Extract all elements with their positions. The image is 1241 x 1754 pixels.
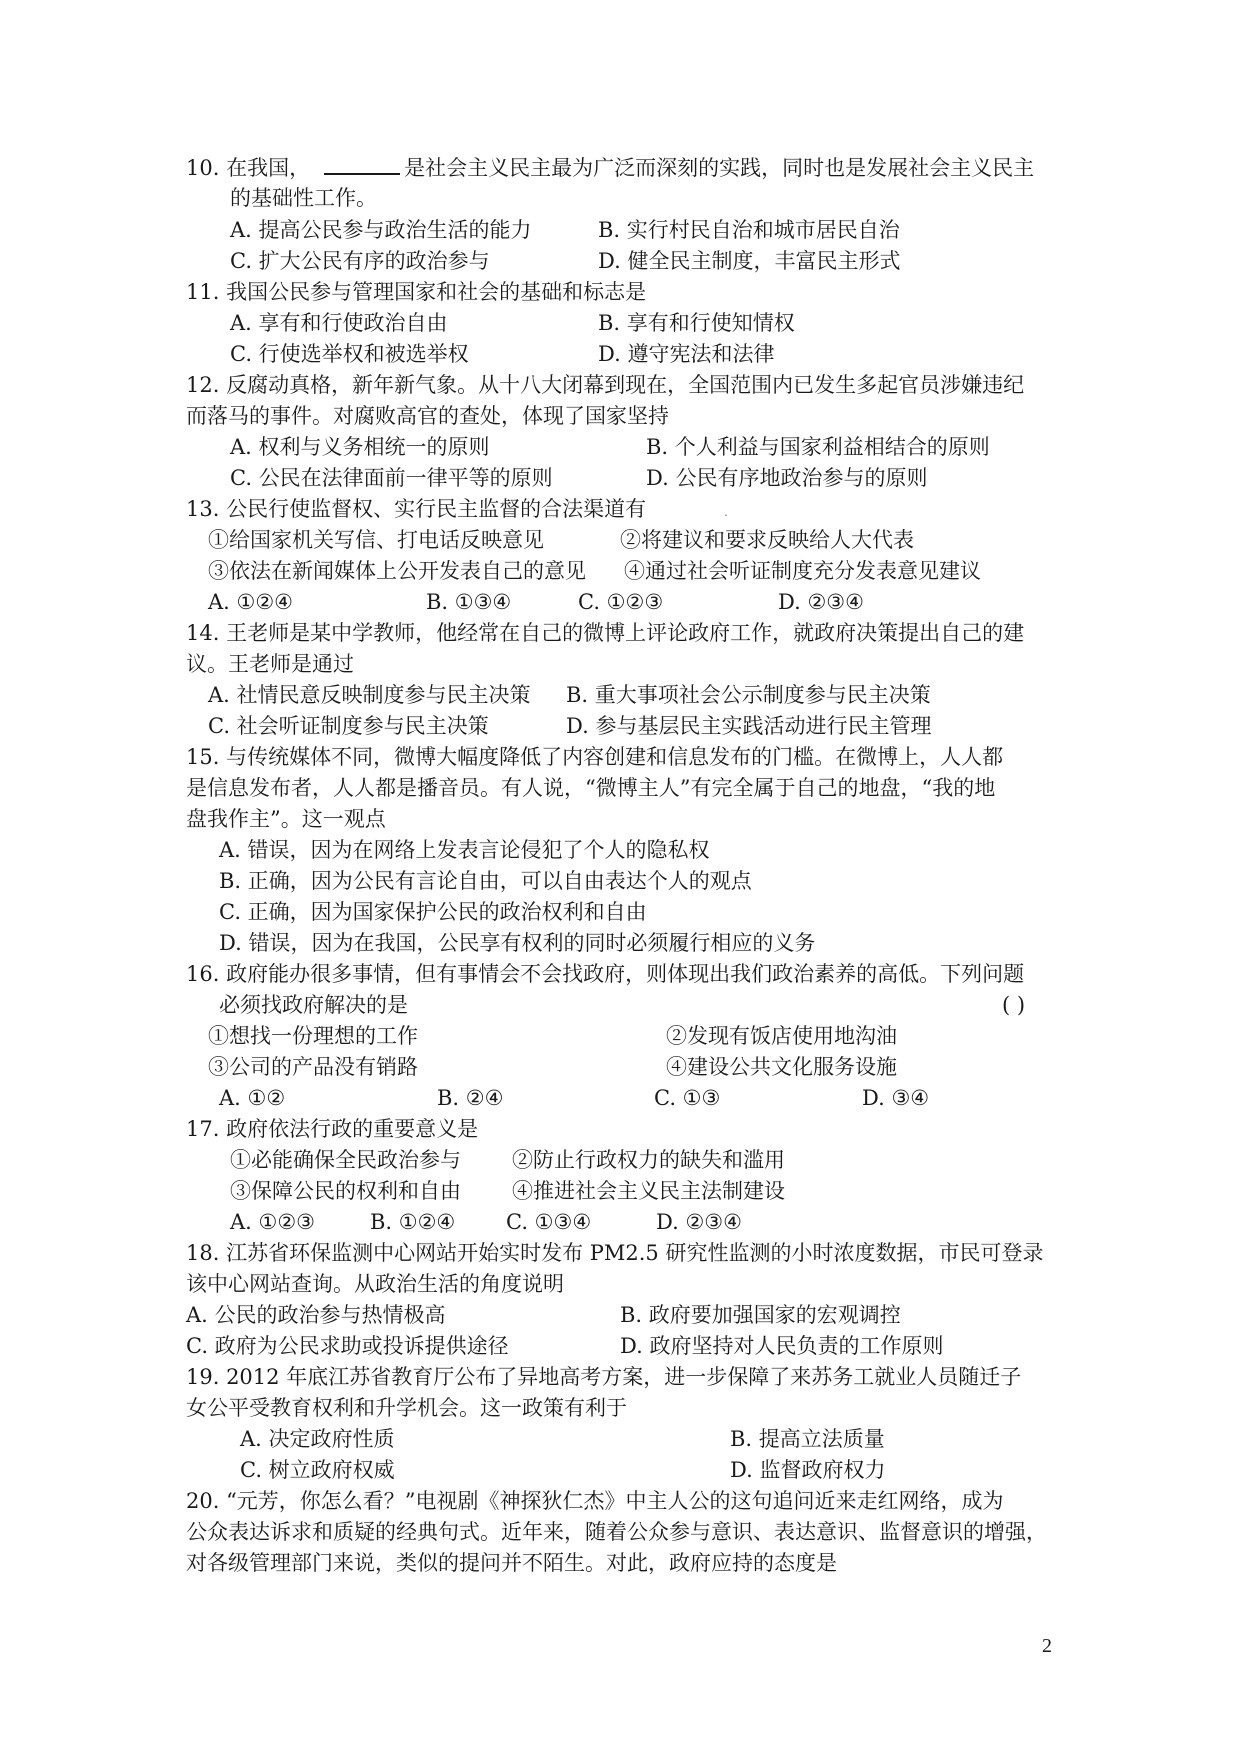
q20-stem-line1: 20. “元芳，你怎么看？”电视剧《神探狄仁杰》中主人公的这句追问近来走红网络，成为 — [186, 1489, 1004, 1513]
q13-statement-4: ④通过社会听证制度充分发表意见建议 — [624, 559, 981, 583]
q16-statement-1: ①想找一份理想的工作 — [208, 1024, 418, 1048]
q19-option-b: B. 提高立法质量 — [730, 1427, 885, 1451]
q13-option-d: D. ②③④ — [778, 590, 864, 614]
q19-option-c: C. 树立政府权威 — [240, 1458, 395, 1482]
q14-stem-line1: 14. 王老师是某中学教师，他经常在自己的微博上评论政府工作，就政府决策提出自己的建 — [186, 621, 1025, 645]
q14-option-b: B. 重大事项社会公示制度参与民主决策 — [566, 683, 931, 707]
q17-statement-2: ②防止行政权力的缺失和滥用 — [512, 1148, 785, 1172]
q16-stem-line1: 16. 政府能办很多事情，但有事情会不会找政府，则体现出我们政治素养的高低。下列问题 — [186, 962, 1025, 986]
q15-option-b: B. 正确，因为公民有言论自由，可以自由表达个人的观点 — [219, 869, 752, 893]
q12-option-b: B. 个人利益与国家利益相结合的原则 — [646, 435, 990, 459]
q16-statement-2: ②发现有饭店使用地沟油 — [666, 1024, 897, 1048]
q10-option-d: D. 健全民主制度，丰富民主形式 — [598, 249, 901, 273]
q10-option-c: C. 扩大公民有序的政治参与 — [230, 249, 490, 273]
q13-statement-1: ①给国家机关写信、打电话反映意见 — [208, 528, 544, 552]
q11-option-b: B. 享有和行使知情权 — [598, 311, 795, 335]
q14-option-a: A. 社情民意反映制度参与民主决策 — [208, 683, 531, 707]
q18-option-c: C. 政府为公民求助或投诉提供途径 — [186, 1334, 509, 1358]
q18-option-d: D. 政府坚持对人民负责的工作原则 — [620, 1334, 944, 1358]
q13-option-c: C. ①②③ — [578, 590, 664, 614]
q12-option-c: C. 公民在法律面前一律平等的原则 — [230, 466, 553, 490]
q11-option-c: C. 行使选举权和被选举权 — [230, 342, 469, 366]
page-number: 2 — [1042, 1635, 1052, 1657]
q18-stem-line1: 18. 江苏省环保监测中心网站开始实时发布 PM2.5 研究性监测的小时浓度数据，市民可登录 — [186, 1241, 1044, 1265]
q15-stem-line2: 是信息发布者，人人都是播音员。有人说，“微博主人”有完全属于自己的地盘，“我的地 — [186, 776, 996, 800]
q10-stem-line2: 的基础性工作。 — [230, 186, 377, 210]
q10-stem-line1 — [186, 153, 1034, 182]
q17-stem: 17. 政府依法行政的重要意义是 — [186, 1117, 479, 1141]
q18-option-b: B. 政府要加强国家的宏观调控 — [620, 1303, 901, 1327]
q19-stem-line2: 女公平受教育权利和升学机会。这一政策有利于 — [186, 1396, 627, 1420]
q16-answer-paren: ( ) — [1002, 993, 1026, 1017]
q12-stem-line1: 12. 反腐动真格，新年新气象。从十八大闭幕到现在，全国范围内已发生多起官员涉嫌违纪 — [186, 373, 1025, 397]
q13-option-a: A. ①②④ — [208, 590, 293, 614]
q19-stem-line1: 19. 2012 年底江苏省教育厅公布了异地高考方案，进一步保障了来苏务工就业人员随迁子 — [186, 1365, 1022, 1389]
q15-option-d: D. 错误，因为在我国，公民享有权利的同时必须履行相应的义务 — [219, 931, 816, 955]
q14-option-d: D. 参与基层民主实践活动进行民主管理 — [566, 714, 932, 738]
q10-fill-blank — [324, 153, 400, 175]
q10-prefix: 10. 在我国， — [186, 156, 311, 180]
q13-statement-3: ③依法在新闻媒体上公开发表自己的意见 — [208, 559, 586, 583]
q17-option-b: B. ①②④ — [370, 1210, 456, 1234]
q15-option-c: C. 正确，因为国家保护公民的政治权利和自由 — [219, 900, 647, 924]
q11-option-a: A. 享有和行使政治自由 — [230, 311, 448, 335]
q17-statement-4: ④推进社会主义民主法制建设 — [512, 1179, 785, 1203]
q18-stem-line2: 该中心网站查询。从政治生活的角度说明 — [186, 1272, 564, 1296]
q16-stem-line2: 必须找政府解决的是 — [219, 993, 408, 1017]
q17-option-c: C. ①③④ — [506, 1210, 592, 1234]
q14-option-c: C. 社会听证制度参与民主决策 — [208, 714, 489, 738]
q17-statement-3: ③保障公民的权利和自由 — [230, 1179, 461, 1203]
q15-option-a: A. 错误，因为在网络上发表言论侵犯了个人的隐私权 — [219, 838, 710, 862]
q16-option-b: B. ②④ — [437, 1086, 504, 1110]
q16-option-a: A. ①② — [219, 1086, 286, 1110]
q15-stem-line1: 15. 与传统媒体不同，微博大幅度降低了内容创建和信息发布的门槛。在微博上，人人都 — [186, 745, 1004, 769]
q13-stem: 13. 公民行使监督权、实行民主监督的合法渠道有 — [186, 497, 647, 521]
q15-stem-line3: 盘我作主”。这一观点 — [186, 807, 386, 831]
q16-statement-4: ④建设公共文化服务设施 — [666, 1055, 897, 1079]
q16-statement-3: ③公司的产品没有销路 — [208, 1055, 418, 1079]
q20-stem-line2: 公众表达诉求和质疑的经典句式。近年来，随着公众参与意识、表达意识、监督意识的增强， — [186, 1520, 1047, 1544]
q12-stem-line2: 而落马的事件。对腐败高官的查处，体现了国家坚持 — [186, 404, 669, 428]
q11-option-d: D. 遵守宪法和法律 — [598, 342, 775, 366]
q12-option-d: D. 公民有序地政治参与的原则 — [646, 466, 928, 490]
q13-statement-2: ②将建议和要求反映给人大代表 — [620, 528, 914, 552]
q19-option-d: D. 监督政府权力 — [730, 1458, 886, 1482]
q17-option-d: D. ②③④ — [656, 1210, 742, 1234]
q10-suffix: 是社会主义民主最为广泛而深刻的实践，同时也是发展社会主义民主 — [404, 156, 1035, 180]
q10-option-a: A. 提高公民参与政治生活的能力 — [230, 218, 532, 242]
q11-stem: 11. 我国公民参与管理国家和社会的基础和标志是 — [186, 280, 647, 304]
stray-dot-mark: . — [724, 505, 728, 519]
q17-option-a: A. ①②③ — [230, 1210, 315, 1234]
q10-option-b: B. 实行村民自治和城市居民自治 — [598, 218, 900, 242]
q14-stem-line2: 议。王老师是通过 — [186, 652, 354, 676]
q19-option-a: A. 决定政府性质 — [240, 1427, 395, 1451]
q18-option-a: A. 公民的政治参与热情极高 — [186, 1303, 446, 1327]
q12-option-a: A. 权利与义务相统一的原则 — [230, 435, 490, 459]
q16-option-c: C. ①③ — [654, 1086, 721, 1110]
q13-option-b: B. ①③④ — [426, 590, 512, 614]
q16-option-d: D. ③④ — [862, 1086, 930, 1110]
q17-statement-1: ①必能确保全民政治参与 — [230, 1148, 461, 1172]
q20-stem-line3: 对各级管理部门来说，类似的提问并不陌生。对此，政府应持的态度是 — [186, 1551, 837, 1575]
